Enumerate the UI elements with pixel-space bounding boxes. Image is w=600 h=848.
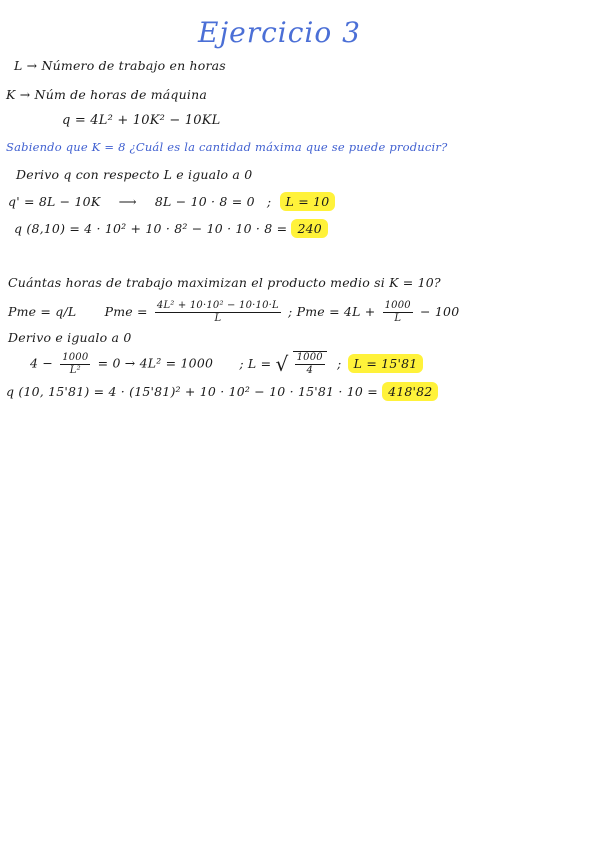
- page-title: Ejercicio 3: [198, 16, 361, 49]
- pme-simplified-fraction: [383, 300, 413, 325]
- pme-denominator: L: [214, 313, 222, 324]
- derivative-1-row: [8, 194, 335, 209]
- evaluation-2-row: [6, 384, 438, 399]
- question-1: Sabiendo que K = 8 ¿Cuál es la cantidad máxima que se puede producir?: [6, 140, 448, 154]
- sqrt-expression: [275, 351, 326, 377]
- pme-definition: Pme = q/L: [8, 304, 77, 319]
- evaluation-1-expr: q (8,10) = 4 · 10² + 10 · 8² − 10 · 10 · 8 =: [14, 221, 288, 236]
- derivative-2-denominator: L²: [69, 364, 81, 376]
- pme-simplified-label: ; Pme = 4L +: [288, 304, 376, 319]
- derivo-line-2: Derivo e igualo a 0: [8, 330, 132, 345]
- pme-row: [8, 300, 459, 325]
- arrow-icon: ⟶: [118, 194, 137, 209]
- derivative-1-expr: q' = 8L − 10K: [8, 194, 101, 209]
- highlight-result-L2: L = 15'81: [348, 354, 424, 373]
- question-2: Cuántas horas de trabajo maximizan el producto medio si K = 10?: [8, 275, 441, 290]
- evaluation-1-row: [14, 221, 328, 236]
- derivative-1-eq: 8L − 10 · 8 = 0: [154, 194, 255, 209]
- derivative-2-sep: ; L =: [239, 355, 272, 371]
- separator: ;: [266, 194, 272, 209]
- derivative-2-numerator: 1000: [62, 351, 89, 363]
- derivative-2-row: [30, 351, 423, 377]
- derivative-2-lead: 4 −: [30, 355, 53, 371]
- sqrt-numerator: 1000: [296, 352, 323, 363]
- sqrt-denominator: 4: [306, 365, 314, 376]
- definition-K: K → Núm de horas de máquina: [6, 87, 207, 102]
- highlight-result-41882: 418'82: [382, 382, 438, 401]
- production-function: q = 4L² + 10K² − 10KL: [62, 113, 221, 128]
- highlight-result-240: 240: [291, 219, 327, 238]
- evaluation-2-expr: q (10, 15'81) = 4 · (15'81)² + 10 · 10² − 10 · 15'81 · 10 =: [6, 384, 378, 399]
- derivative-2-eq: = 0 → 4L² = 1000: [97, 355, 214, 371]
- definition-L: L → Número de trabajo en horas: [14, 58, 226, 73]
- derivo-line-1: Derivo q con respecto L e igualo a 0: [16, 167, 253, 182]
- pme-fraction: [155, 300, 281, 325]
- pme-simplified-numerator: 1000: [384, 300, 411, 311]
- pme-numerator: 4L² + 10·10² − 10·10·L: [156, 300, 279, 311]
- derivative-2-fraction: [60, 352, 90, 377]
- highlight-result-L: L = 10: [280, 192, 336, 211]
- pme-simplified-denominator: L: [394, 313, 402, 324]
- derivative-2-sep2: ;: [337, 355, 342, 371]
- sqrt-icon: √: [275, 352, 289, 376]
- pme-tail: − 100: [420, 304, 460, 319]
- pme-label: Pme =: [104, 304, 148, 319]
